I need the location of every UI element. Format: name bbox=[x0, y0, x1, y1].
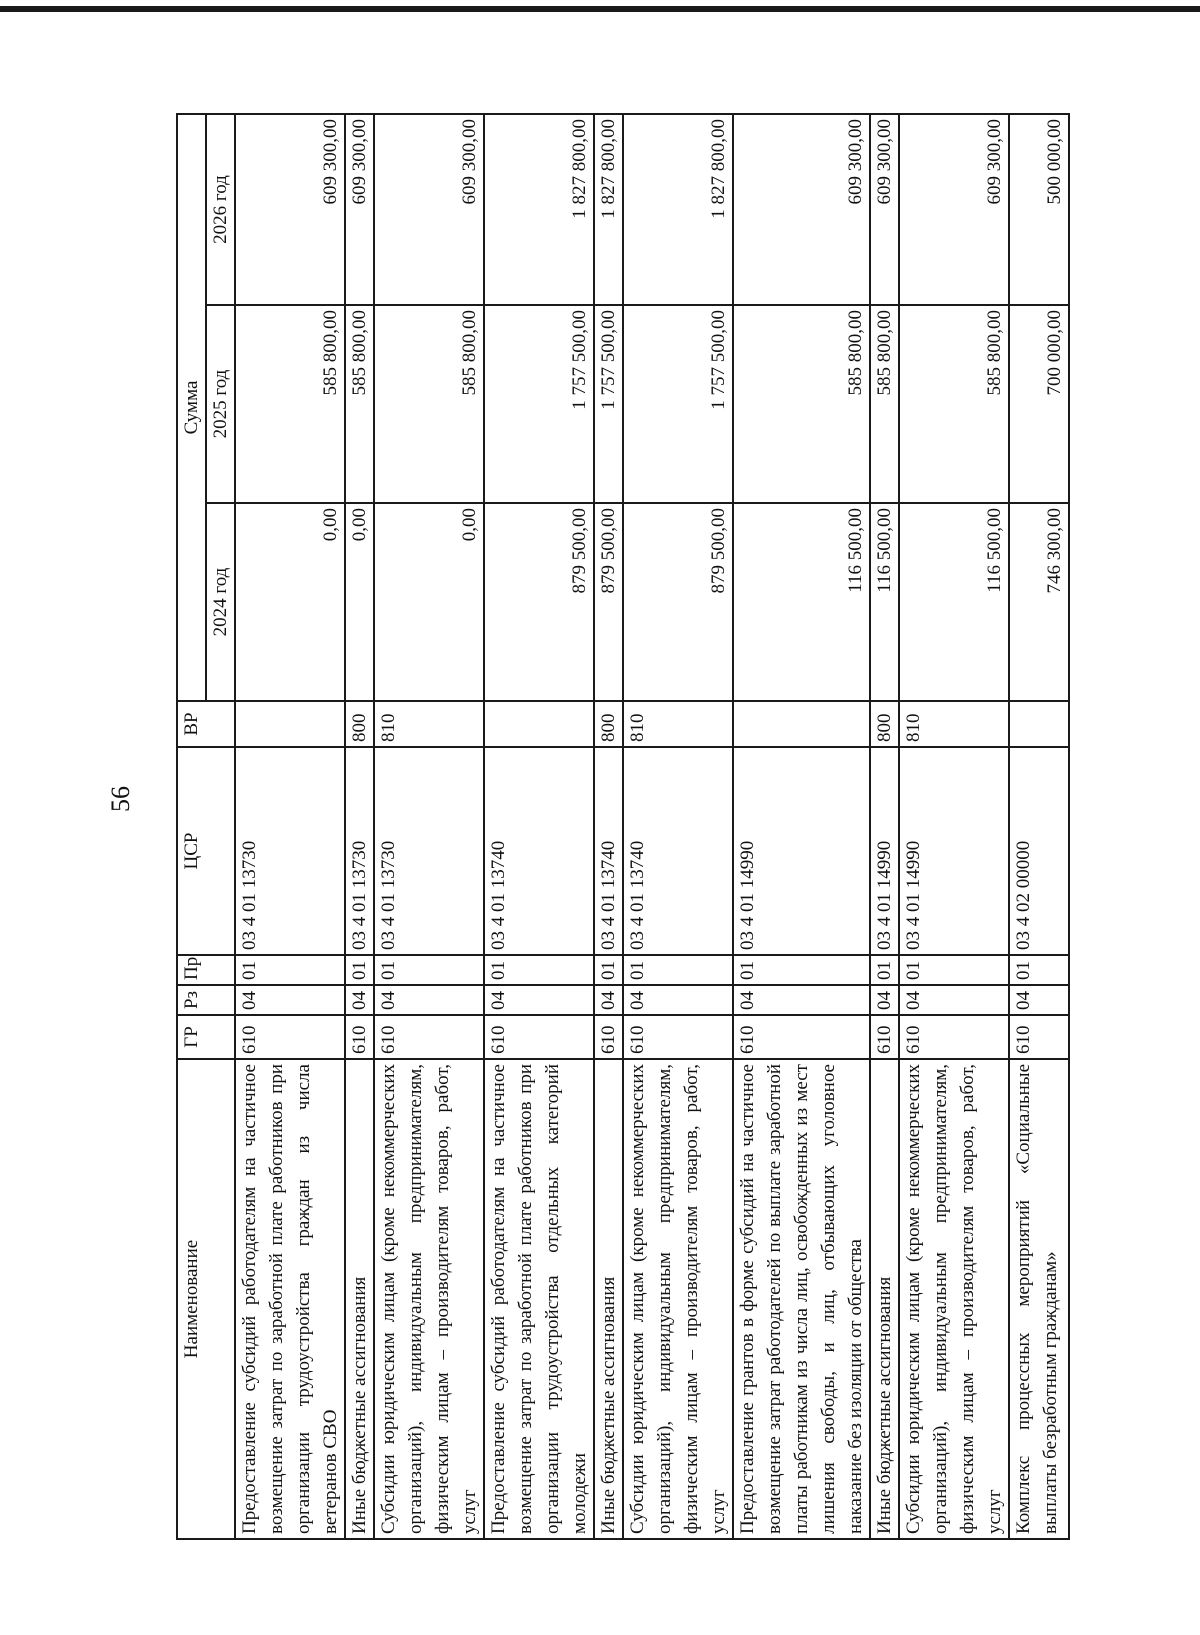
budget-table-sheet bbox=[176, 115, 1065, 1540]
row-2026: 609 300,00 bbox=[870, 114, 899, 305]
table-row bbox=[899, 114, 1009, 1539]
header-sum: Сумма bbox=[177, 114, 206, 701]
row-2024: 0,00 bbox=[345, 503, 374, 701]
header-2026: 2026 год bbox=[206, 114, 235, 305]
row-vr: 810 bbox=[374, 701, 484, 747]
row-vr bbox=[1009, 701, 1069, 747]
row-name: Иные бюджетные ассигнования bbox=[345, 1059, 374, 1539]
header-2025: 2025 год bbox=[206, 305, 235, 503]
row-gr: 610 bbox=[235, 1015, 345, 1059]
row-rz: 04 bbox=[374, 985, 484, 1015]
row-2025: 585 800,00 bbox=[899, 305, 1009, 503]
page-number: 56 bbox=[106, 786, 135, 812]
row-pr: 01 bbox=[345, 955, 374, 985]
row-csr: 03 4 01 13740 bbox=[623, 747, 733, 955]
row-pr: 01 bbox=[870, 955, 899, 985]
row-name: Субсидии юридическим лицам (кроме некоммерческих организаций), индивидуальным предпринимателям, физическим лицам – производителям товаров, работ, услуг bbox=[623, 1059, 733, 1539]
row-2025: 700 000,00 bbox=[1009, 305, 1069, 503]
row-2024: 116 500,00 bbox=[899, 503, 1009, 701]
row-csr: 03 4 01 14990 bbox=[899, 747, 1009, 955]
row-2026: 1 827 800,00 bbox=[623, 114, 733, 305]
row-rz: 04 bbox=[345, 985, 374, 1015]
row-csr: 03 4 01 13740 bbox=[484, 747, 594, 955]
row-rz: 04 bbox=[594, 985, 623, 1015]
row-pr: 01 bbox=[594, 955, 623, 985]
row-name: Комплекс процессных мероприятий «Социальные выплаты безработным гражданам» bbox=[1009, 1059, 1069, 1539]
row-2026: 500 000,00 bbox=[1009, 114, 1069, 305]
row-gr: 610 bbox=[1009, 1015, 1069, 1059]
row-rz: 04 bbox=[235, 985, 345, 1015]
table-row bbox=[623, 114, 733, 1539]
row-pr: 01 bbox=[1009, 955, 1069, 985]
row-gr: 610 bbox=[733, 1015, 870, 1059]
row-vr: 800 bbox=[345, 701, 374, 747]
row-2026: 609 300,00 bbox=[374, 114, 484, 305]
row-pr: 01 bbox=[484, 955, 594, 985]
row-rz: 04 bbox=[623, 985, 733, 1015]
row-2024: 879 500,00 bbox=[623, 503, 733, 701]
row-2025: 585 800,00 bbox=[374, 305, 484, 503]
row-2026: 609 300,00 bbox=[235, 114, 345, 305]
row-pr: 01 bbox=[733, 955, 870, 985]
row-csr: 03 4 01 14990 bbox=[733, 747, 870, 955]
row-2025: 585 800,00 bbox=[733, 305, 870, 503]
row-name: Иные бюджетные ассигнования bbox=[594, 1059, 623, 1539]
row-2025: 1 757 500,00 bbox=[623, 305, 733, 503]
top-rule bbox=[0, 6, 1200, 12]
row-csr: 03 4 01 13730 bbox=[374, 747, 484, 955]
row-gr: 610 bbox=[345, 1015, 374, 1059]
row-2025: 585 800,00 bbox=[870, 305, 899, 503]
table-row bbox=[484, 114, 594, 1539]
row-name: Предоставление грантов в форме субсидий на частичное возмещение затрат работодателей по выплате заработной платы работникам из числа лиц, освобожденных из мест лишения свободы, и лиц, отбывающих уголовное наказание без изоляции от общества bbox=[733, 1059, 870, 1539]
row-name: Субсидии юридическим лицам (кроме некоммерческих организаций), индивидуальным предпринимателям, физическим лицам – производителям товаров, работ, услуг bbox=[374, 1059, 484, 1539]
table-row bbox=[594, 114, 623, 1539]
row-vr bbox=[235, 701, 345, 747]
row-gr: 610 bbox=[623, 1015, 733, 1059]
row-2024: 116 500,00 bbox=[733, 503, 870, 701]
budget-table bbox=[176, 113, 1070, 1540]
table-row bbox=[733, 114, 870, 1539]
row-csr: 03 4 01 13730 bbox=[345, 747, 374, 955]
row-rz: 04 bbox=[1009, 985, 1069, 1015]
row-2025: 585 800,00 bbox=[345, 305, 374, 503]
header-gr: ГР bbox=[177, 1015, 235, 1059]
row-2024: 0,00 bbox=[235, 503, 345, 701]
row-pr: 01 bbox=[235, 955, 345, 985]
row-pr: 01 bbox=[374, 955, 484, 985]
table-row bbox=[235, 114, 345, 1539]
row-2026: 1 827 800,00 bbox=[484, 114, 594, 305]
row-vr: 800 bbox=[870, 701, 899, 747]
row-gr: 610 bbox=[374, 1015, 484, 1059]
row-csr: 03 4 01 14990 bbox=[870, 747, 899, 955]
table-row bbox=[374, 114, 484, 1539]
row-name: Предоставление субсидий работодателям на частичное возмещение затрат по заработной плате работников при организации трудоустройства граждан из числа ветеранов СВО bbox=[235, 1059, 345, 1539]
table-row bbox=[870, 114, 899, 1539]
header-pr: Пр bbox=[177, 955, 235, 985]
row-vr: 810 bbox=[899, 701, 1009, 747]
header-name: Наименование bbox=[177, 1059, 235, 1539]
row-rz: 04 bbox=[733, 985, 870, 1015]
table-row bbox=[1009, 114, 1069, 1539]
row-vr: 810 bbox=[623, 701, 733, 747]
row-csr: 03 4 02 00000 bbox=[1009, 747, 1069, 955]
row-name: Субсидии юридическим лицам (кроме некоммерческих организаций), индивидуальным предпринимателям, физическим лицам – производителям товаров, работ, услуг bbox=[899, 1059, 1009, 1539]
row-2024: 0,00 bbox=[374, 503, 484, 701]
row-vr bbox=[484, 701, 594, 747]
row-rz: 04 bbox=[899, 985, 1009, 1015]
row-2024: 116 500,00 bbox=[870, 503, 899, 701]
table-row bbox=[345, 114, 374, 1539]
row-2026: 609 300,00 bbox=[345, 114, 374, 305]
header-vr: ВР bbox=[177, 701, 235, 747]
row-2026: 609 300,00 bbox=[733, 114, 870, 305]
row-name: Предоставление субсидий работодателям на частичное возмещение затрат по заработной плате работников при организации трудоустройства отдельных категорий молодежи bbox=[484, 1059, 594, 1539]
row-gr: 610 bbox=[870, 1015, 899, 1059]
row-pr: 01 bbox=[899, 955, 1009, 985]
row-gr: 610 bbox=[899, 1015, 1009, 1059]
row-vr bbox=[733, 701, 870, 747]
row-2024: 879 500,00 bbox=[484, 503, 594, 701]
header-csr: ЦСР bbox=[177, 747, 235, 955]
row-gr: 610 bbox=[484, 1015, 594, 1059]
header-2024: 2024 год bbox=[206, 503, 235, 701]
row-2025: 1 757 500,00 bbox=[594, 305, 623, 503]
row-2024: 879 500,00 bbox=[594, 503, 623, 701]
row-gr: 610 bbox=[594, 1015, 623, 1059]
row-2024: 746 300,00 bbox=[1009, 503, 1069, 701]
row-rz: 04 bbox=[870, 985, 899, 1015]
row-csr: 03 4 01 13740 bbox=[594, 747, 623, 955]
row-csr: 03 4 01 13730 bbox=[235, 747, 345, 955]
row-2026: 609 300,00 bbox=[899, 114, 1009, 305]
row-2026: 1 827 800,00 bbox=[594, 114, 623, 305]
row-2025: 1 757 500,00 bbox=[484, 305, 594, 503]
row-pr: 01 bbox=[623, 955, 733, 985]
row-rz: 04 bbox=[484, 985, 594, 1015]
header-rz: Рз bbox=[177, 985, 235, 1015]
row-2025: 585 800,00 bbox=[235, 305, 345, 503]
row-vr: 800 bbox=[594, 701, 623, 747]
row-name: Иные бюджетные ассигнования bbox=[870, 1059, 899, 1539]
